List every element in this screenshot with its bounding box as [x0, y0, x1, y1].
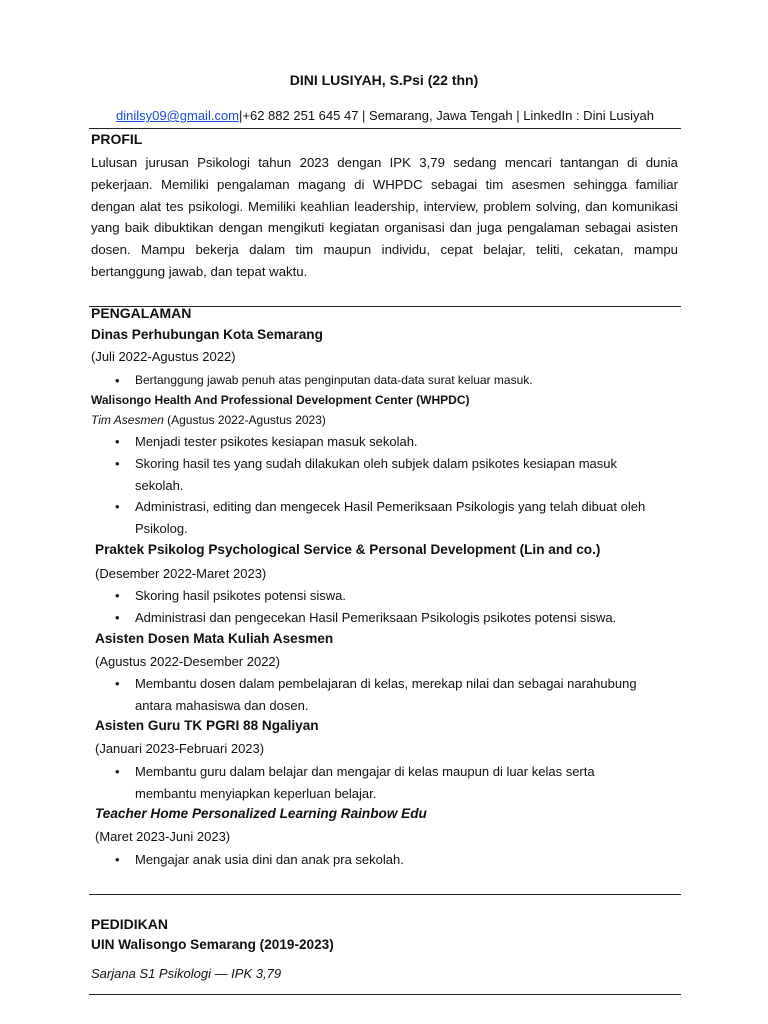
education-degree: Sarjana S1 Psikologi — IPK 3,79	[91, 966, 282, 981]
section-title-experience: PENGALAMAN	[91, 305, 192, 321]
list-item: • Administrasi dan pengecekan Hasil Pemeriksaan Psikologis psikotes potensi siswa.	[91, 607, 651, 629]
section-title-education: PEDIDIKAN	[91, 916, 169, 932]
experience-period: (Agustus 2022-Desember 2022)	[95, 654, 280, 669]
education-school: UIN Walisongo Semarang (2019-2023)	[91, 937, 334, 952]
experience-period-text: (Agustus 2022-Agustus 2023)	[163, 413, 326, 427]
experience-bullets	[91, 761, 651, 805]
experience-bullets	[91, 849, 651, 871]
section-title-profile: PROFIL	[91, 131, 143, 147]
contact-details: |+62 882 251 645 47 | Semarang, Jawa Tengah | LinkedIn : Dini Lusiyah	[239, 108, 654, 123]
experience-bullets	[91, 673, 651, 717]
contact-line	[89, 108, 681, 123]
experience-period: (Januari 2023-Februari 2023)	[95, 741, 265, 756]
experience-period: (Juli 2022-Agustus 2022)	[91, 349, 236, 364]
list-item: • Membantu guru dalam belajar dan mengajar di kelas maupun di luar kelas serta membantu menyiapkan keperluan belajar.	[91, 761, 651, 805]
experience-bullets	[91, 431, 651, 540]
list-item: • Skoring hasil tes yang sudah dilakukan oleh subjek dalam psikotes kesiapan masuk sekolah.	[91, 453, 651, 497]
list-item: • Administrasi, editing dan mengecek Hasil Pemeriksaan Psikologis yang telah dibuat oleh Psikolog.	[91, 496, 651, 540]
list-item: • Mengajar anak usia dini dan anak pra sekolah.	[91, 849, 651, 871]
list-item: • Menjadi tester psikotes kesiapan masuk sekolah.	[91, 431, 651, 453]
experience-bullets	[91, 370, 651, 392]
list-item: • Membantu dosen dalam pembelajaran di kelas, merekap nilai dan sebagai narahubung antara mahasiswa dan dosen.	[91, 673, 651, 717]
experience-org: Asisten Dosen Mata Kuliah Asesmen	[95, 631, 334, 646]
education-divider	[89, 994, 681, 995]
experience-org: Teacher Home Personalized Learning Rainbow Edu	[95, 806, 427, 821]
experience-period: (Desember 2022-Maret 2023)	[95, 566, 267, 581]
experience-org: Asisten Guru TK PGRI 88 Ngaliyan	[95, 718, 319, 733]
experience-org: Dinas Perhubungan Kota Semarang	[91, 327, 323, 342]
experience-period	[91, 413, 326, 427]
experience-divider	[89, 894, 681, 895]
profile-text: Lulusan jurusan Psikologi tahun 2023 dengan IPK 3,79 sedang mencari tantangan di dunia pekerjaan. Memiliki pengalaman magang di WHPDC sebagai tim asesmen sehingga familiar dengan alat tes psikologi. Memiliki keahlian leadership, interview, problem solving, dan komunikasi yang baik dibuktikan dengan mengikuti kegiatan organisasi dan juga pengalaman sebagai asisten dosen. Mampu bekerja dalam tim maupun individu, cepat belajar, teliti, cekatan, mampu bertanggung jawab, dan tepat waktu.	[91, 155, 678, 279]
experience-org: Praktek Psikolog Psychological Service & Personal Development (Lin and co.)	[95, 542, 601, 557]
email-link[interactable]: dinilsy09@gmail.com	[115, 108, 240, 123]
experience-org: Walisongo Health And Professional Development Center (WHPDC)	[91, 393, 470, 407]
header-divider	[89, 128, 681, 129]
candidate-name: DINI LUSIYAH, S.Psi (22 thn)	[289, 72, 479, 88]
experience-bullets	[91, 585, 651, 629]
list-item: • Skoring hasil psikotes potensi siswa.	[91, 585, 651, 607]
list-item: • Bertanggung jawab penuh atas penginputan data-data surat keluar masuk.	[91, 370, 651, 392]
experience-role: Tim Asesmen	[91, 413, 164, 427]
experience-period: (Maret 2023-Juni 2023)	[95, 829, 231, 844]
